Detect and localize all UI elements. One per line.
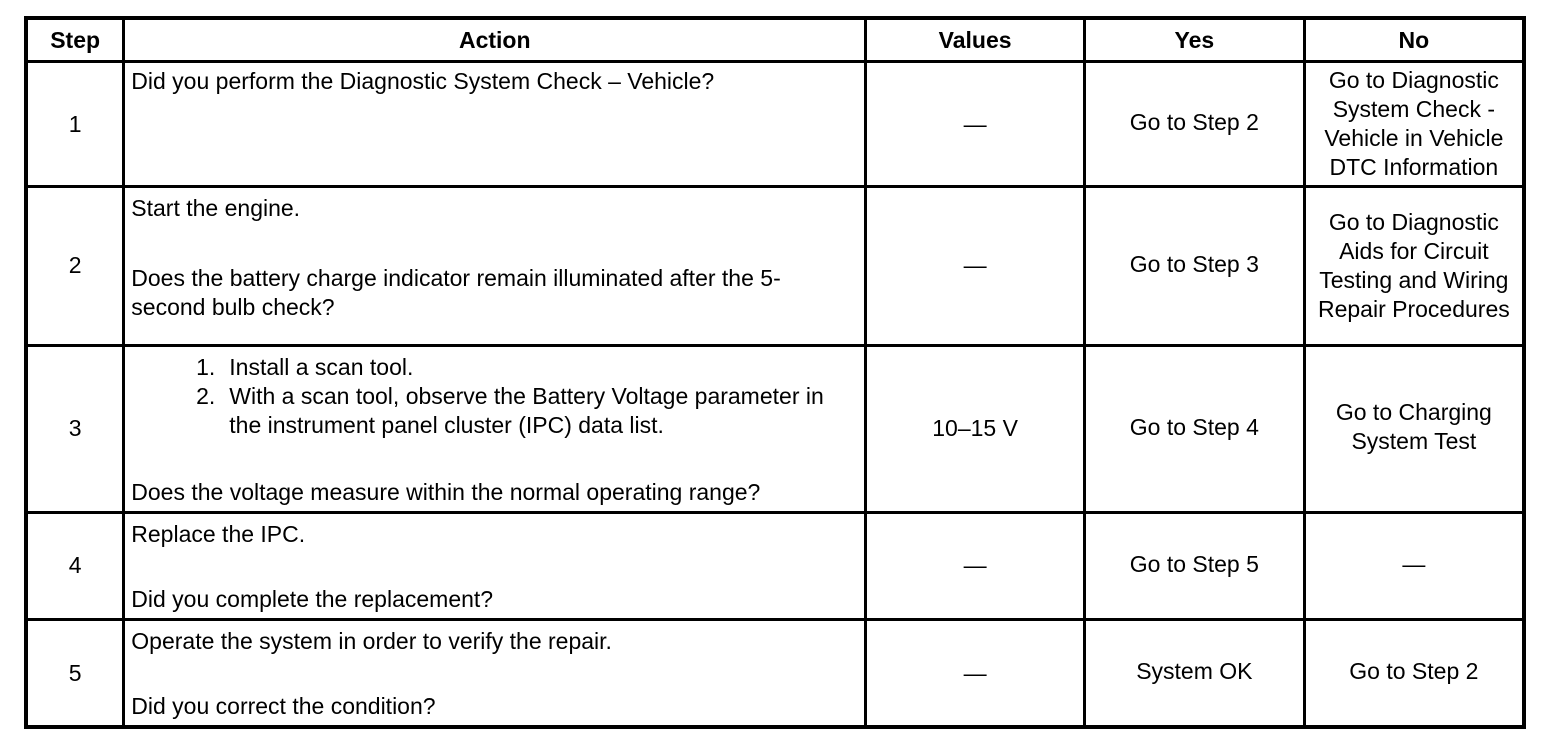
values-cell: — <box>866 62 1085 187</box>
table-row <box>26 345 1524 512</box>
action-cell <box>124 345 866 512</box>
no-link[interactable]: Go to Step 2 <box>1304 620 1524 727</box>
list-item <box>131 353 858 382</box>
step-number: 4 <box>26 512 124 619</box>
header-step: Step <box>26 18 124 62</box>
step-number: 3 <box>26 345 124 512</box>
no-link[interactable]: Go to Diagnostic Aids for Circuit Testing and Wiring Repair Procedures <box>1304 187 1524 346</box>
list-item-number: 1. <box>196 353 216 380</box>
table-row <box>26 187 1524 346</box>
header-no: No <box>1304 18 1524 62</box>
header-values: Values <box>866 18 1085 62</box>
step-number: 2 <box>26 187 124 346</box>
no-link[interactable]: Go to Charging System Test <box>1304 345 1524 512</box>
action-instruction: Did you perform the Diagnostic System Check – Vehicle? <box>131 68 715 94</box>
yes-link[interactable]: Go to Step 4 <box>1084 345 1304 512</box>
table-row <box>26 620 1524 727</box>
action-question: Did you correct the condition? <box>131 693 436 719</box>
yes-link[interactable]: System OK <box>1084 620 1304 727</box>
action-steps-list <box>131 353 858 440</box>
step-number: 5 <box>26 620 124 727</box>
yes-link[interactable]: Go to Step 3 <box>1084 187 1304 346</box>
values-cell: — <box>866 187 1085 346</box>
table-row <box>26 62 1524 187</box>
values-cell: 10–15 V <box>866 345 1085 512</box>
action-instruction: Replace the IPC. <box>131 520 306 547</box>
step-number: 1 <box>26 62 124 187</box>
no-value: — <box>1304 512 1524 619</box>
diagnostic-table <box>24 16 1526 729</box>
action-cell <box>124 187 866 346</box>
list-item-text: Install a scan tool. <box>229 353 414 380</box>
action-question: Does the voltage measure within the normal operating range? <box>131 478 761 505</box>
no-link[interactable]: Go to Diagnostic System Check - Vehicle in Vehicle DTC Information <box>1304 62 1524 187</box>
yes-link[interactable]: Go to Step 2 <box>1084 62 1304 187</box>
values-cell: — <box>866 512 1085 619</box>
action-cell <box>124 62 866 187</box>
action-cell <box>124 620 866 727</box>
table-header-row <box>26 18 1524 62</box>
values-cell: — <box>866 620 1085 727</box>
header-yes: Yes <box>1084 18 1304 62</box>
list-item-text: With a scan tool, observe the Battery Voltage parameter in the instrument panel cluster (IPC) data list. <box>229 382 824 438</box>
action-instruction: Operate the system in order to verify the repair. <box>131 628 612 655</box>
list-item-number: 2. <box>196 382 216 409</box>
action-question: Did you complete the replacement? <box>131 586 494 613</box>
action-question: Does the battery charge indicator remain illuminated after the 5-second bulb check? <box>131 264 781 320</box>
list-item <box>131 382 858 440</box>
table-row <box>26 512 1524 619</box>
yes-link[interactable]: Go to Step 5 <box>1084 512 1304 619</box>
action-cell <box>124 512 866 619</box>
header-action: Action <box>124 18 866 62</box>
action-instruction: Start the engine. <box>131 195 301 222</box>
